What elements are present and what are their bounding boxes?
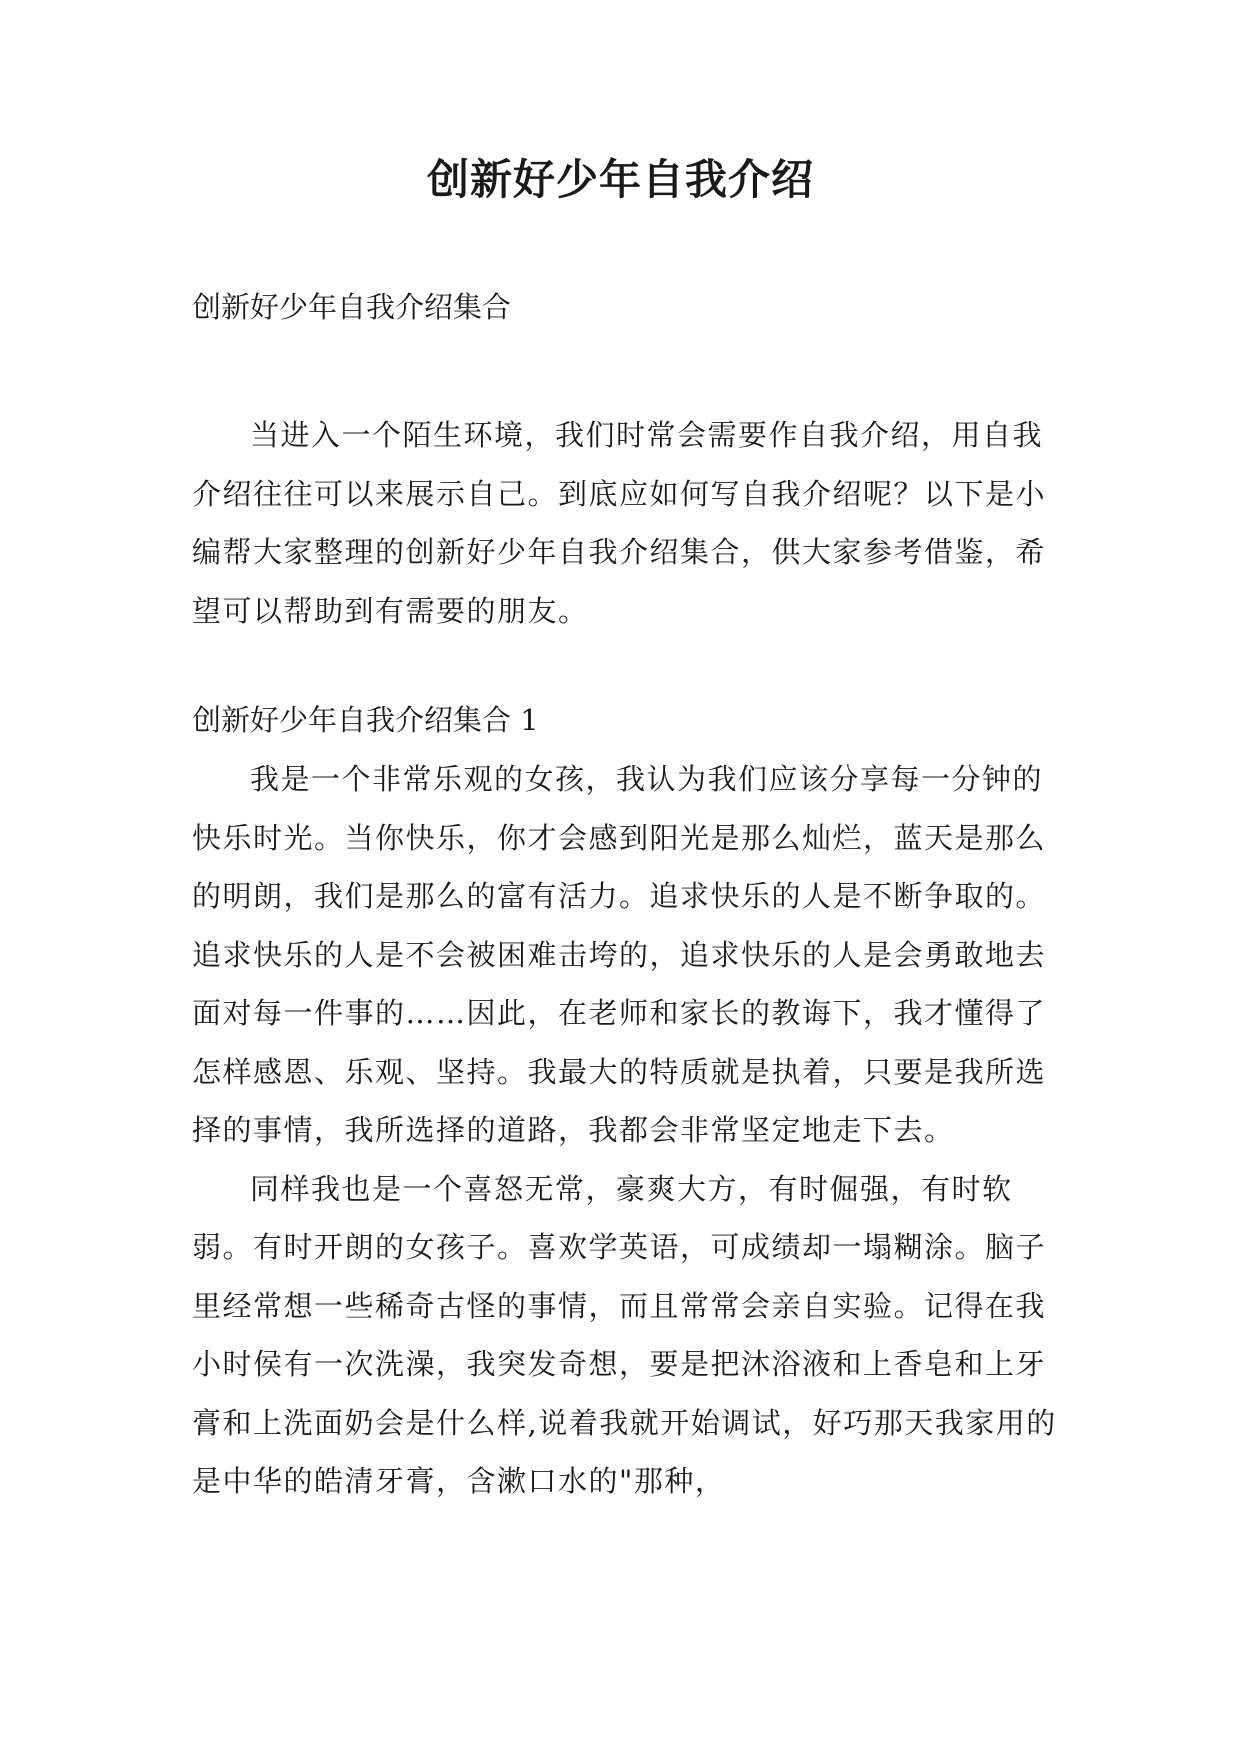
document-subtitle: 创新好少年自我介绍集合 xyxy=(192,290,512,324)
section-body xyxy=(192,750,1072,1511)
intro-block xyxy=(192,406,1072,640)
body-paragraph: 我是一个非常乐观的女孩，我认为我们应该分享每一分钟的快乐时光。当你快乐，你才会感到阳光是那么灿烂，蓝天是那么的明朗，我们是那么的富有活力。追求快乐的人是不断争取的。追求快乐的人是不会被困难击垮的，追求快乐的人是会勇敢地去面对每一件事的……因此，在老师和家长的教诲下，我才懂得了怎样感恩、乐观、坚持。我最大的特质就是执着，只要是我所选择的事情，我所选择的道路，我都会非常坚定地走下去。 xyxy=(192,762,1047,1147)
page-title: 创新好少年自我介绍 xyxy=(426,155,814,204)
section-heading: 创新好少年自我介绍集合 1 xyxy=(192,703,539,737)
intro-paragraph: 当进入一个陌生环境，我们时常会需要作自我介绍，用自我介绍往往可以来展示自己。到底应如何写自我介绍呢？以下是小编帮大家整理的创新好少年自我介绍集合，供大家参考借鉴，希望可以帮助到有需要的朋友。 xyxy=(192,418,1047,628)
body-paragraph: 同样我也是一个喜怒无常，豪爽大方，有时倔强，有时软弱。有时开朗的女孩子。喜欢学英语，可成绩却一塌糊涂。脑子里经常想一些稀奇古怪的事情，而且常常会亲自实验。记得在我小时侯有一次洗澡，我突发奇想，要是把沐浴液和上香皂和上牙膏和上洗面奶会是什么样,说着我就开始调试，好巧那天我家用的是中华的皓清牙膏，含漱口水的"那种， xyxy=(192,1171,1057,1498)
